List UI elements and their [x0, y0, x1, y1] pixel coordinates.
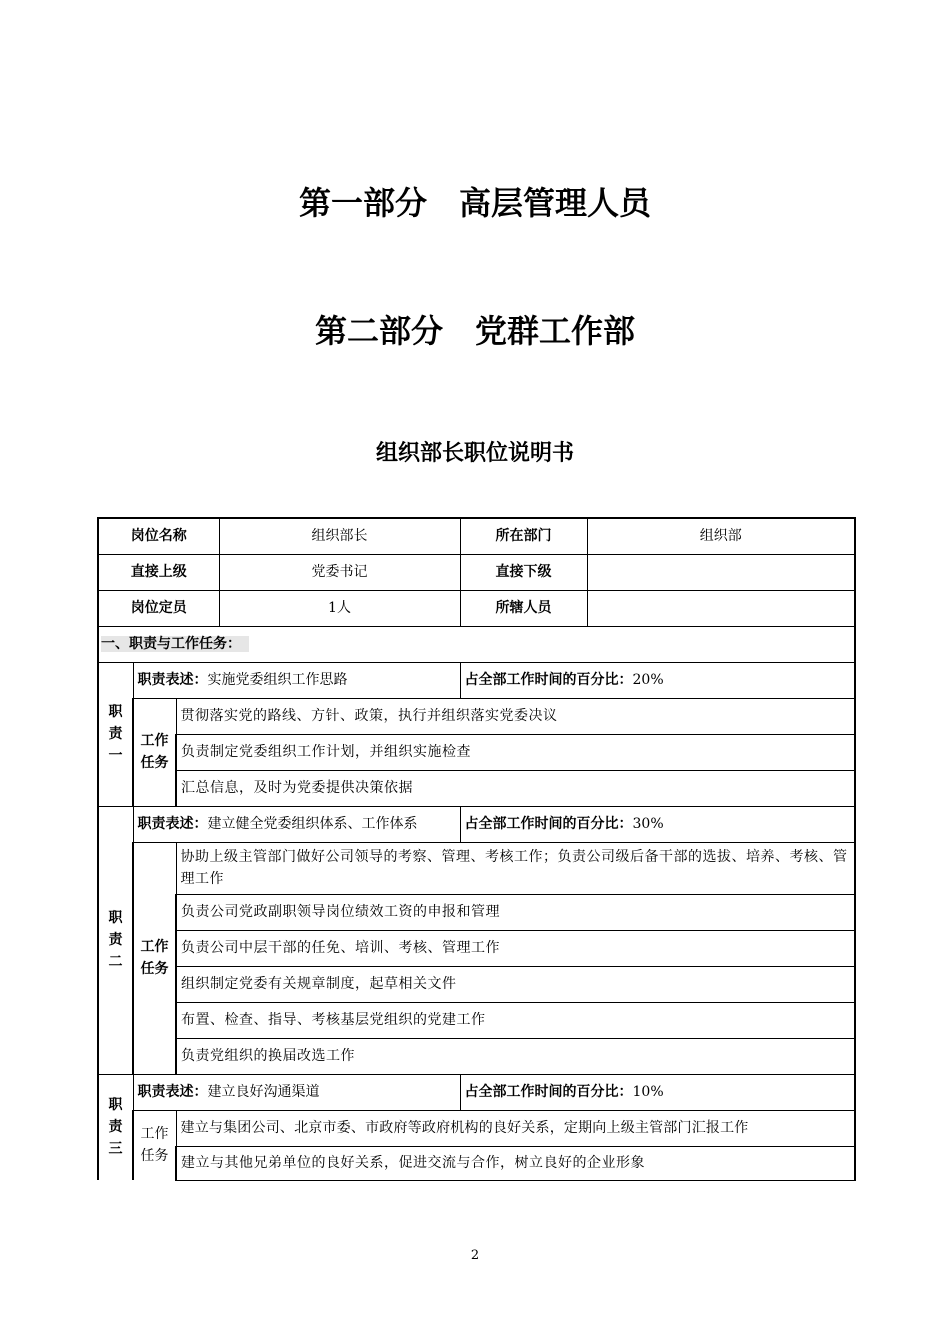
- table-row: [98, 590, 855, 626]
- duty-1-task-label: [133, 698, 176, 806]
- headcount-label: 岗位定员: [98, 590, 219, 626]
- task-item: 负责党组织的换届改选工作: [176, 1038, 855, 1074]
- document-title: 组织部长职位说明书: [375, 441, 574, 466]
- table-row: [98, 1110, 855, 1146]
- task-item: 协助上级主管部门做好公司领导的考察、管理、考核工作；负责公司级后备干部的选拔、培养、考核、管理工作: [176, 842, 855, 894]
- task-item: 建立与集团公司、北京市委、市政府等政府机构的良好关系，定期向上级主管部门汇报工作: [176, 1110, 855, 1146]
- superior-value: 党委书记: [219, 554, 460, 590]
- duty-1-label: [98, 662, 133, 806]
- duty-3-percentage: [460, 1074, 855, 1110]
- table-row: [98, 842, 855, 894]
- duty-2-label: [98, 806, 133, 1074]
- duty-3-label: [98, 1074, 133, 1180]
- table-row: [98, 930, 855, 966]
- page-number: 2: [470, 1248, 480, 1263]
- table-row: [98, 734, 855, 770]
- duty-1-description: [133, 662, 460, 698]
- task-item: 建立与其他兄弟单位的良好关系，促进交流与合作，树立良好的企业形象: [176, 1146, 855, 1180]
- table-row: [98, 894, 855, 930]
- task-label-text: 工作任务: [140, 939, 169, 977]
- duty-3-label-text: 职责三: [108, 1097, 123, 1158]
- pct-label: 占全部工作时间的百分比：: [464, 816, 633, 832]
- duty-desc-label: 职责表述：: [137, 672, 208, 688]
- table-row: [98, 518, 855, 554]
- subordinate-value: [587, 554, 855, 590]
- task-label-text: 工作任务: [140, 1126, 169, 1165]
- table-row: [98, 626, 855, 662]
- section-title: 一、职责与工作任务：: [101, 636, 249, 652]
- duty-2-percentage: [460, 806, 855, 842]
- task-item: 贯彻落实党的路线、方针、政策，执行并组织落实党委决议: [176, 698, 855, 734]
- duty-desc-text: 建立良好沟通渠道: [207, 1084, 320, 1100]
- duty-2-description: [133, 806, 460, 842]
- duty-desc-text: 实施党委组织工作思路: [207, 672, 348, 688]
- task-item: 汇总信息，及时为党委提供决策依据: [176, 770, 855, 806]
- duty-1-label-text: 职责一: [108, 704, 123, 764]
- task-item: 组织制定党委有关规章制度，起草相关文件: [176, 966, 855, 1002]
- pct-value: 20%: [632, 672, 664, 688]
- duty-2-task-label: [133, 842, 176, 1074]
- task-item: 负责制定党委组织工作计划，并组织实施检查: [176, 734, 855, 770]
- job-description-table: [97, 517, 856, 1181]
- table-row: [98, 698, 855, 734]
- pct-value: 10%: [632, 1084, 664, 1100]
- subordinate-label: 直接下级: [460, 554, 587, 590]
- part2-heading: 第二部分 党群工作部: [314, 312, 635, 350]
- task-item: 负责公司党政副职领导岗位绩效工资的申报和管理: [176, 894, 855, 930]
- department-label: 所在部门: [460, 518, 587, 554]
- pct-label: 占全部工作时间的百分比：: [464, 672, 633, 688]
- department-value: 组织部: [587, 518, 855, 554]
- table-row: [98, 662, 855, 698]
- pct-value: 30%: [632, 816, 664, 832]
- table-row: [98, 806, 855, 842]
- duty-3-task-label: [133, 1110, 176, 1180]
- task-item: 负责公司中层干部的任免、培训、考核、管理工作: [176, 930, 855, 966]
- duty-3-description: [133, 1074, 460, 1110]
- duty-desc-text: 建立健全党委组织体系、工作体系: [207, 816, 418, 832]
- table-row: [98, 1146, 855, 1180]
- task-label-text: 工作任务: [140, 733, 169, 771]
- superior-label: 直接上级: [98, 554, 219, 590]
- table-row: [98, 1002, 855, 1038]
- table-row: [98, 770, 855, 806]
- duty-1-percentage: [460, 662, 855, 698]
- position-name-value: 组织部长: [219, 518, 460, 554]
- duty-2-label-text: 职责二: [108, 910, 123, 970]
- position-name-label: 岗位名称: [98, 518, 219, 554]
- part1-heading: 第一部分 高层管理人员: [298, 184, 651, 222]
- table-row: [98, 1074, 855, 1110]
- managed-staff-label: 所辖人员: [460, 590, 587, 626]
- section-heading: [98, 626, 855, 662]
- table-row: [98, 554, 855, 590]
- task-item: 布置、检查、指导、考核基层党组织的党建工作: [176, 1002, 855, 1038]
- table-row: [98, 966, 855, 1002]
- duty-desc-label: 职责表述：: [137, 1084, 208, 1100]
- pct-label: 占全部工作时间的百分比：: [464, 1084, 633, 1100]
- duty-desc-label: 职责表述：: [137, 816, 208, 832]
- headcount-value: 1人: [219, 590, 460, 626]
- table-row: [98, 1038, 855, 1074]
- managed-staff-value: [587, 590, 855, 626]
